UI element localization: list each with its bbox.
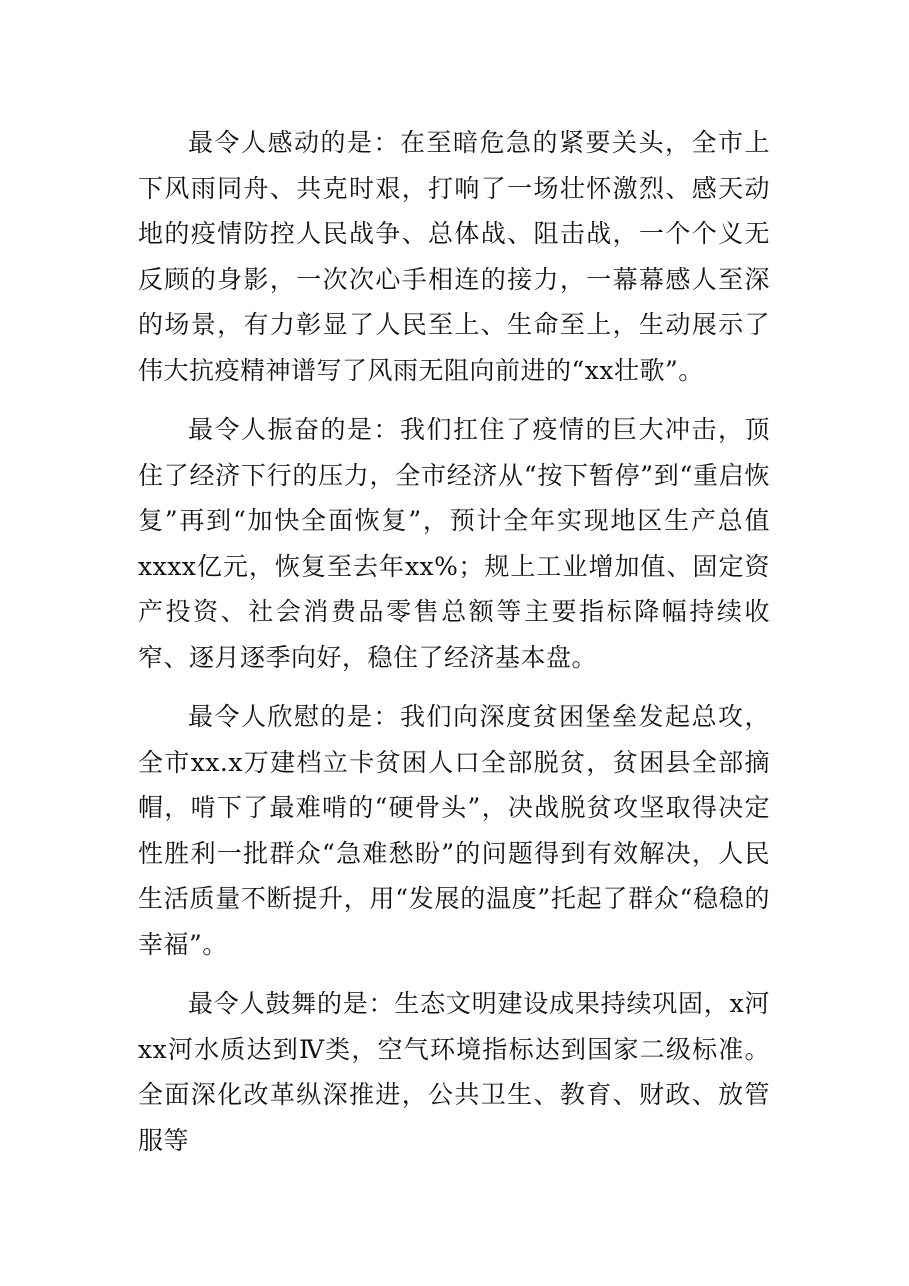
paragraph-gratified: 最令人欣慰的是：我们向深度贫困堡垒发起总攻，全市xx.x万建档立卡贫困人口全部脱贫，贫困县全部摘帽，啃下了最难啃的“硬骨头”，决战脱贫攻坚取得决定性胜利一批群众“急难愁盼”的问题得到有效解决，人民生活质量不断提升，用“发展的温度”托起了群众“稳稳的幸福”。 bbox=[138, 702, 770, 959]
paragraph-inspired: 最令人振奋的是：我们扛住了疫情的巨大冲击，顶住了经济下行的压力，全市经济从“按下暂停”到“重启恢复”再到“加快全面恢复”，预计全年实现地区生产总值xxxx亿元，恢复至去年xx%；规上工业增加值、固定资产投资、社会消费品零售总额等主要指标降幅持续收窄、逐月逐季向好，稳住了经济基本盘。 bbox=[138, 415, 770, 672]
paragraph-encouraged: 最令人鼓舞的是：生态文明建设成果持续巩固，x河xx河水质达到Ⅳ类，空气环境指标达到国家二级标准。全面深化改革纵深推进，公共卫生、教育、财政、放管服等 bbox=[138, 989, 770, 1155]
document-body bbox=[138, 120, 770, 1177]
paragraph-moved: 最令人感动的是：在至暗危急的紧要关头，全市上下风雨同舟、共克时艰，打响了一场壮怀激烈、感天动地的疫情防控人民战争、总体战、阻击战，一个个义无反顾的身影，一次次心手相连的接力，一幕幕感人至深的场景，有力彰显了人民至上、生命至上，生动展示了伟大抗疫精神谱写了风雨无阻向前进的“xx壮歌”。 bbox=[138, 128, 770, 385]
